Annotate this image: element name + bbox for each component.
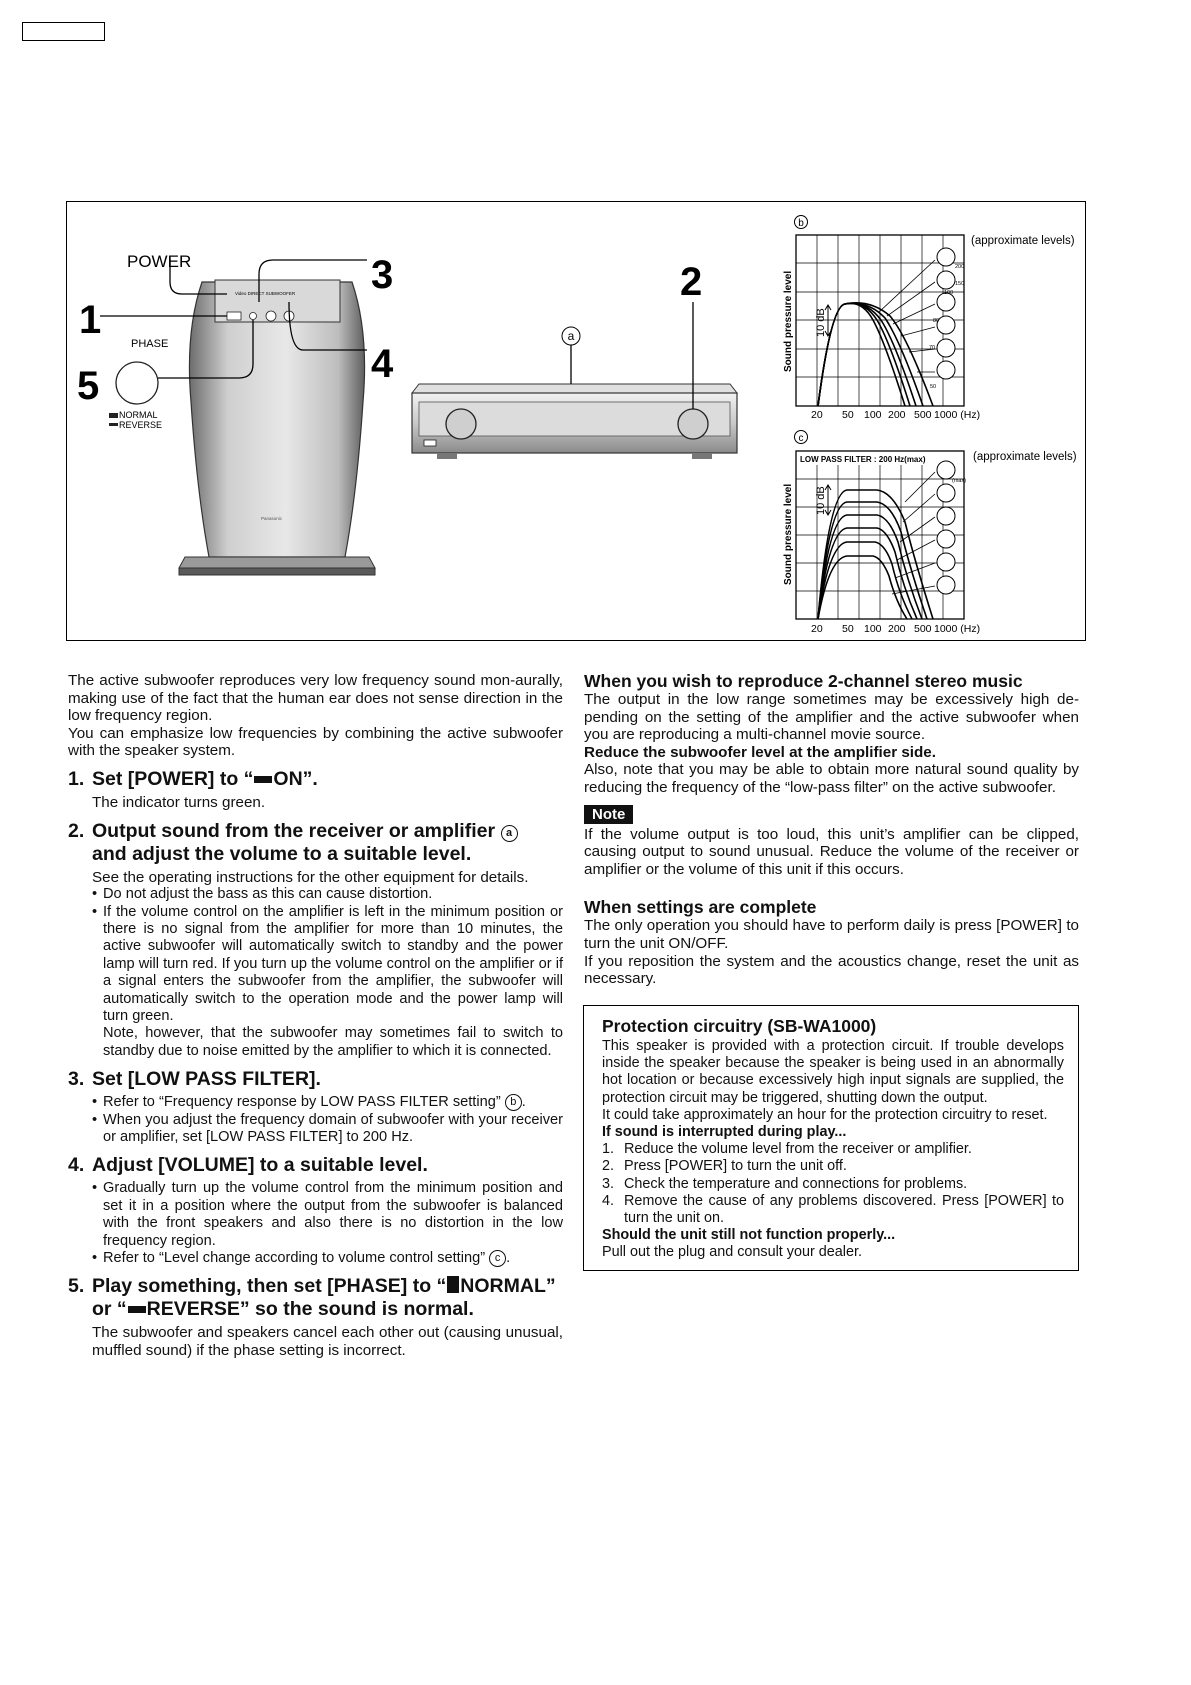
step-3-bullet-2-text: When you adjust the frequency domain of subwoofer with your receiver or amplifier, set [LOW PASS FILTER] to 200 Hz.: [103, 1111, 563, 1146]
intro-paragraph-2: You can emphasize low frequencies by combining the active subwoofer with the speaker system.: [68, 724, 563, 760]
left-column: [68, 672, 563, 1360]
phase-label: PHASE: [131, 338, 169, 350]
graph-b-ylabel: Sound pressure level: [783, 270, 794, 372]
reverse-icon: [109, 423, 118, 426]
reverse-label: REVERSE: [119, 420, 163, 430]
protection-paragraph-2: It could take approximately an hour for the protection circuitry to reset.: [602, 1106, 1048, 1123]
graph-c-db: 10 dB: [815, 486, 827, 515]
step-4-bullet-2: • Refer to “Level change according to volume control setting” c .: [92, 1250, 511, 1267]
stereo-heading: When you wish to reproduce 2-channel stereo music: [584, 671, 1023, 691]
stereo-paragraph: The output in the low range sometimes may be excessively high de-pending on the setting of the amplifier and the active subwoofer when you are reproducing a multi-channel movie source.: [584, 691, 1079, 744]
protection-step-2-number: 2.: [602, 1158, 615, 1175]
graph-b-x-50: 50: [842, 409, 854, 421]
graph-b-approx: (approximate levels): [971, 235, 1075, 247]
step-3-bullet-2: • When you adjust the frequency domain of subwoofer with your receiver or amplifier, set [LOW PASS FILTER] to 200 Hz.: [92, 1111, 563, 1146]
connection-figure: [66, 201, 1086, 641]
graph-b-knob-200: 200: [955, 264, 965, 270]
graph-c-x-20: 20: [811, 623, 823, 635]
graph-c-ylabel: Sound pressure level: [783, 483, 794, 585]
speaker-brand: Panasonic: [261, 516, 283, 521]
callout-2: 2: [680, 260, 703, 304]
header-box: [22, 22, 105, 41]
step-5-title-post: REVERSE” so the sound is normal.: [146, 1298, 474, 1321]
protection-paragraph-1: This speaker is provided with a protection circuit. If trouble develops inside the speaker because the speaker is being used in an abnormally hot location or because excessively high input signals are supplied, the protection circuit may be triggered, shutting down the output.: [602, 1038, 1064, 1106]
protection-step-2: [602, 1158, 1064, 1175]
protection-step-4: [602, 1193, 1064, 1227]
interrupted-heading: If sound is interrupted during play...: [602, 1124, 847, 1141]
step-5-number: 5.: [68, 1275, 85, 1298]
step-3-bullet-1-text: Refer to “Frequency response by LOW PASS FILTER setting”: [103, 1094, 501, 1111]
graph-b-x-20: 20: [811, 409, 823, 421]
graph-c-x-500: 500: [914, 623, 932, 635]
amplifier-drawing: [412, 384, 737, 459]
protection-step-4-text: Remove the cause of any problems discovered. Press [POWER] to turn the unit on.: [624, 1192, 1064, 1227]
step-2-bullet-2: • If the volume control on the amplifier is left in the minimum position or there is no signal from the amplifier for more than 10 minutes, the active subwoofer will automatically switch to standby and the power lamp will turn red. If you turn up the volume control on the amplifier or if a signal enters the subwoofer from the amplifier, the subwoofer will automatically switch to the operation mode and the power lamp will turn green.: [92, 903, 563, 1024]
marker-b-inline: b: [505, 1094, 522, 1111]
normal-icon: [109, 413, 118, 418]
graph-c-x-100: 100: [864, 623, 882, 635]
stereo-bold-line: Reduce the subwoofer level at the amplifier side.: [584, 743, 936, 761]
note-badge: Note: [584, 805, 633, 824]
callout-5: 5: [77, 364, 100, 408]
step-2-title-2: and adjust the volume to a suitable level.: [92, 842, 472, 865]
step-4-title: Adjust [VOLUME] to a suitable level.: [92, 1154, 428, 1177]
step-4-number: 4.: [68, 1154, 85, 1177]
intro-paragraph-1: The active subwoofer reproduces very low frequency sound mon-aurally, making use of the fact that the human ear does not sense direction in the low frequency region.: [68, 672, 563, 725]
callout-1: 1: [79, 298, 102, 342]
protection-step-2-text: Press [POWER] to turn the unit off.: [624, 1158, 847, 1175]
protection-step-4-number: 4.: [602, 1192, 615, 1209]
step-3-bullet-1: • Refer to “Frequency response by LOW PASS FILTER setting” b .: [92, 1094, 526, 1111]
right-column: [584, 672, 1079, 988]
power-label: POWER: [127, 252, 192, 271]
normal-phase-icon: [447, 1276, 459, 1293]
graph-c: [783, 431, 1077, 636]
stereo-paragraph-2: Also, note that you may be able to obtain more natural sound quality by reducing the frequency of the “low-pass filter” on the active subwoofer.: [584, 761, 1079, 796]
callout-4: 4: [371, 342, 394, 386]
marker-c-inline: c: [489, 1250, 506, 1267]
graph-b-knob-80: 80: [933, 318, 940, 324]
step-4-bullet-1-text: Gradually turn up the volume control from the minimum position and set it in a position where the output from the subwoofer is balanced with the front speakers and also there is no distortion in the low frequency region.: [103, 1180, 563, 1249]
step-5-title-or: or “: [92, 1298, 127, 1321]
graph-b-knob-50: 50: [930, 384, 937, 390]
step-3-heading: [68, 1068, 563, 1091]
protection-box: [583, 1005, 1079, 1271]
graph-c-header: LOW PASS FILTER : 200 Hz(max): [800, 455, 926, 464]
marker-b: b: [798, 218, 804, 229]
reverse-phase-icon: [128, 1306, 146, 1313]
graph-c-knob-max: (max): [952, 478, 967, 484]
protection-step-3-text: Check the temperature and connections for problems.: [624, 1175, 968, 1192]
on-icon: [254, 776, 272, 783]
step-2-note: Note, however, that the subwoofer may sometimes fail to switch to standby due to noise emitted by the amplifier to which it is connected.: [103, 1025, 563, 1059]
step-3-number: 3.: [68, 1068, 85, 1091]
marker-c: c: [798, 433, 804, 444]
phase-switch-icon: [116, 362, 158, 404]
graph-b-knob-150: 150: [955, 281, 965, 287]
step-5-title-mid: NORMAL”: [460, 1275, 556, 1298]
step-4-bullet-2-text: Refer to “Level change according to volume control setting”: [103, 1250, 486, 1267]
protection-step-1-number: 1.: [602, 1141, 615, 1158]
still-heading: Should the unit still not function properly...: [602, 1227, 896, 1244]
protection-step-1: [602, 1141, 1064, 1158]
step-2-body: See the operating instructions for the other equipment for details.: [92, 868, 529, 886]
graph-b-db: 10 dB: [815, 308, 827, 337]
graph-c-x-200: 200: [888, 623, 906, 635]
step-1-number: 1.: [68, 767, 85, 790]
step-4-heading: [68, 1154, 563, 1177]
step-2-title: Output sound from the receiver or amplifier: [92, 819, 496, 842]
graph-b-knob-100: 100: [944, 290, 954, 296]
subwoofer-drawing: [179, 280, 375, 575]
step-5-body: The subwoofer and speakers cancel each other out (causing unusual, muffled sound) if the phase setting is incorrect.: [92, 1324, 563, 1360]
step-5-title-pre: Play something, then set [PHASE] to “: [92, 1275, 447, 1298]
protection-last-line: Pull out the plug and consult your dealer.: [602, 1244, 863, 1261]
step-1-heading: [68, 768, 563, 791]
panel-text: Video DIRECT SUBWOOFER: [235, 291, 296, 296]
step-2-heading: [68, 820, 563, 866]
graph-b-x-200: 200: [888, 409, 906, 421]
protection-step-3-number: 3.: [602, 1175, 615, 1192]
graph-c-approx: (approximate levels): [973, 451, 1077, 463]
step-1-title-pre: Set [POWER] to “: [92, 767, 254, 790]
step-2-bullet-1: • Do not adjust the bass as this can cause distortion.: [68, 886, 563, 903]
graph-c-x-50: 50: [842, 623, 854, 635]
graph-c-x-1000: 1000 (Hz): [934, 623, 981, 635]
complete-heading: When settings are complete: [584, 897, 817, 918]
step-2-number: 2.: [68, 819, 85, 842]
graph-b-x-500: 500: [914, 409, 932, 421]
marker-a-inline: a: [501, 825, 518, 842]
complete-paragraph-1: The only operation you should have to perform daily is press [POWER] to turn the unit ON/OFF.: [584, 917, 1079, 952]
normal-label: NORMAL: [119, 410, 158, 420]
complete-paragraph-2: If you reposition the system and the acoustics change, reset the unit as necessary.: [584, 952, 1079, 988]
step-2-bullet-1-text: Do not adjust the bass as this can cause distortion.: [103, 886, 433, 903]
step-4-bullet-1: • Gradually turn up the volume control from the minimum position and set it in a position where the output from the subwoofer is balanced with the front speakers and also there is no distortion in the low frequency region.: [92, 1180, 563, 1249]
step-2-bullet-2-text: If the volume control on the amplifier is left in the minimum position or there is no signal from the amplifier for more than 10 minutes, the active subwoofer will automatically switch to standby and the power lamp will turn red. If you turn up the volume control on the amplifier or if a signal enters the subwoofer from the amplifier, the subwoofer will automatically switch to the operation mode and the power lamp will turn green.: [103, 903, 563, 1024]
protection-step-1-text: Reduce the volume level from the receiver or amplifier.: [624, 1141, 972, 1158]
figure-svg: [67, 202, 1085, 640]
note-paragraph: If the volume output is too loud, this unit’s amplifier can be clipped, causing output to sound unusual. Reduce the volume of the receiver or amplifier or the volume of this unit if this occurs.: [584, 825, 1079, 878]
step-5-heading: [68, 1275, 563, 1321]
graph-b-knob-70: 70: [929, 345, 936, 351]
callout-3: 3: [371, 253, 394, 297]
graph-b-x-100: 100: [864, 409, 882, 421]
protection-step-3: [602, 1176, 1064, 1193]
step-1-title-post: ON”.: [273, 767, 318, 790]
graph-b: [783, 216, 1075, 422]
step-3-title: Set [LOW PASS FILTER].: [92, 1068, 321, 1091]
graph-b-x-1000: 1000 (Hz): [934, 409, 981, 421]
marker-a: a: [567, 329, 575, 343]
protection-title: Protection circuitry (SB-WA1000): [602, 1016, 877, 1036]
step-1-body: The indicator turns green.: [92, 793, 266, 811]
